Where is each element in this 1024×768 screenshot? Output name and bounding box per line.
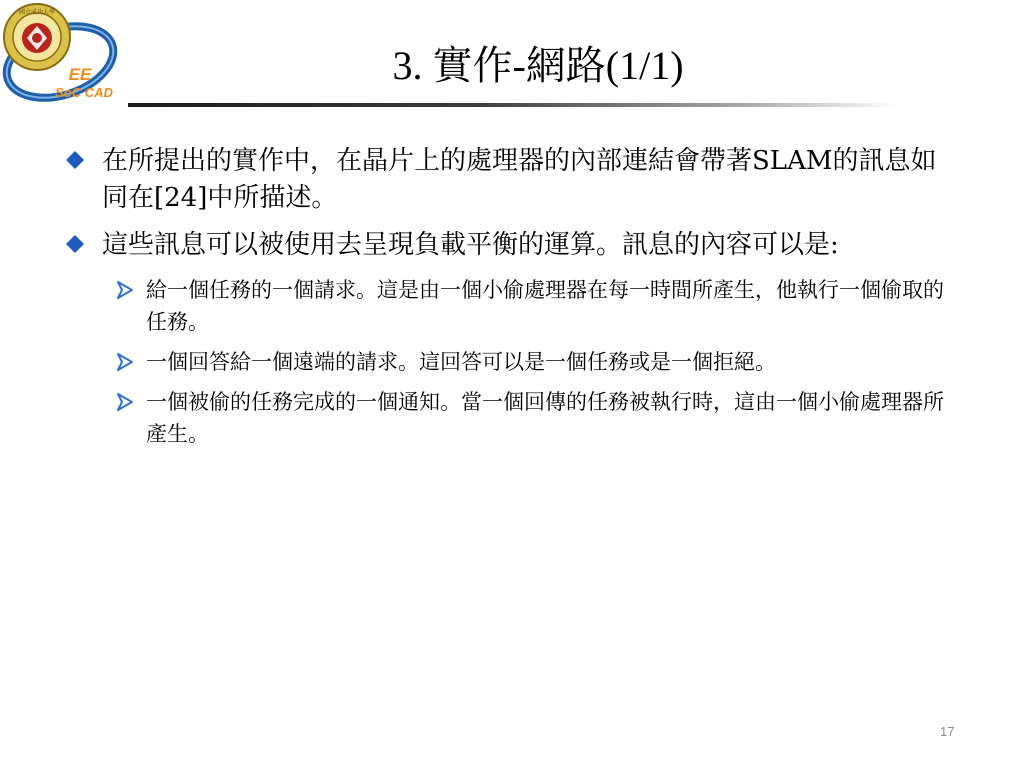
sub-bullet-text: 給一個任務的一個請求。這是由一個小偷處理器在每一時間所產生，他執行一個偷取的任務。 <box>146 278 944 334</box>
slide-content <box>62 143 962 458</box>
logo-brand-subtext: SoC CAD <box>55 85 113 100</box>
bullet-item <box>62 143 962 217</box>
bullet-text: 這些訊息可以被使用去呈現負載平衡的運算。訊息的內容可以是: <box>102 230 839 260</box>
sub-bullet-text: 一個被偷的任務完成的一個通知。當一個回傳的任務被執行時，這由一個小偷處理器所產生。 <box>146 390 944 446</box>
bullet-item <box>62 227 962 264</box>
sub-bullet-item <box>62 346 962 378</box>
bullet-text: 在所提出的實作中，在晶片上的處理器的內部連結會帶著SLAM的訊息如同在[24]中所描述。 <box>102 146 937 213</box>
logo-brand-text: EE <box>68 65 92 84</box>
diamond-bullet-icon <box>66 151 84 169</box>
diamond-bullet-icon <box>66 235 84 253</box>
logo-seal-text: 國立成功大學 <box>18 9 56 16</box>
page-number: 17 <box>940 724 955 739</box>
sub-bullet-item <box>62 386 962 450</box>
arrow-bullet-icon <box>116 393 134 411</box>
sub-bullet-text: 一個回答給一個遠端的請求。這回答可以是一個任務或是一個拒絕。 <box>146 350 776 374</box>
slide-title: 3. 實作-網路(1/1) <box>392 43 684 88</box>
arrow-bullet-icon <box>116 353 134 371</box>
sub-bullet-item <box>62 274 962 338</box>
arrow-bullet-icon <box>116 281 134 299</box>
title-underline <box>128 103 898 107</box>
